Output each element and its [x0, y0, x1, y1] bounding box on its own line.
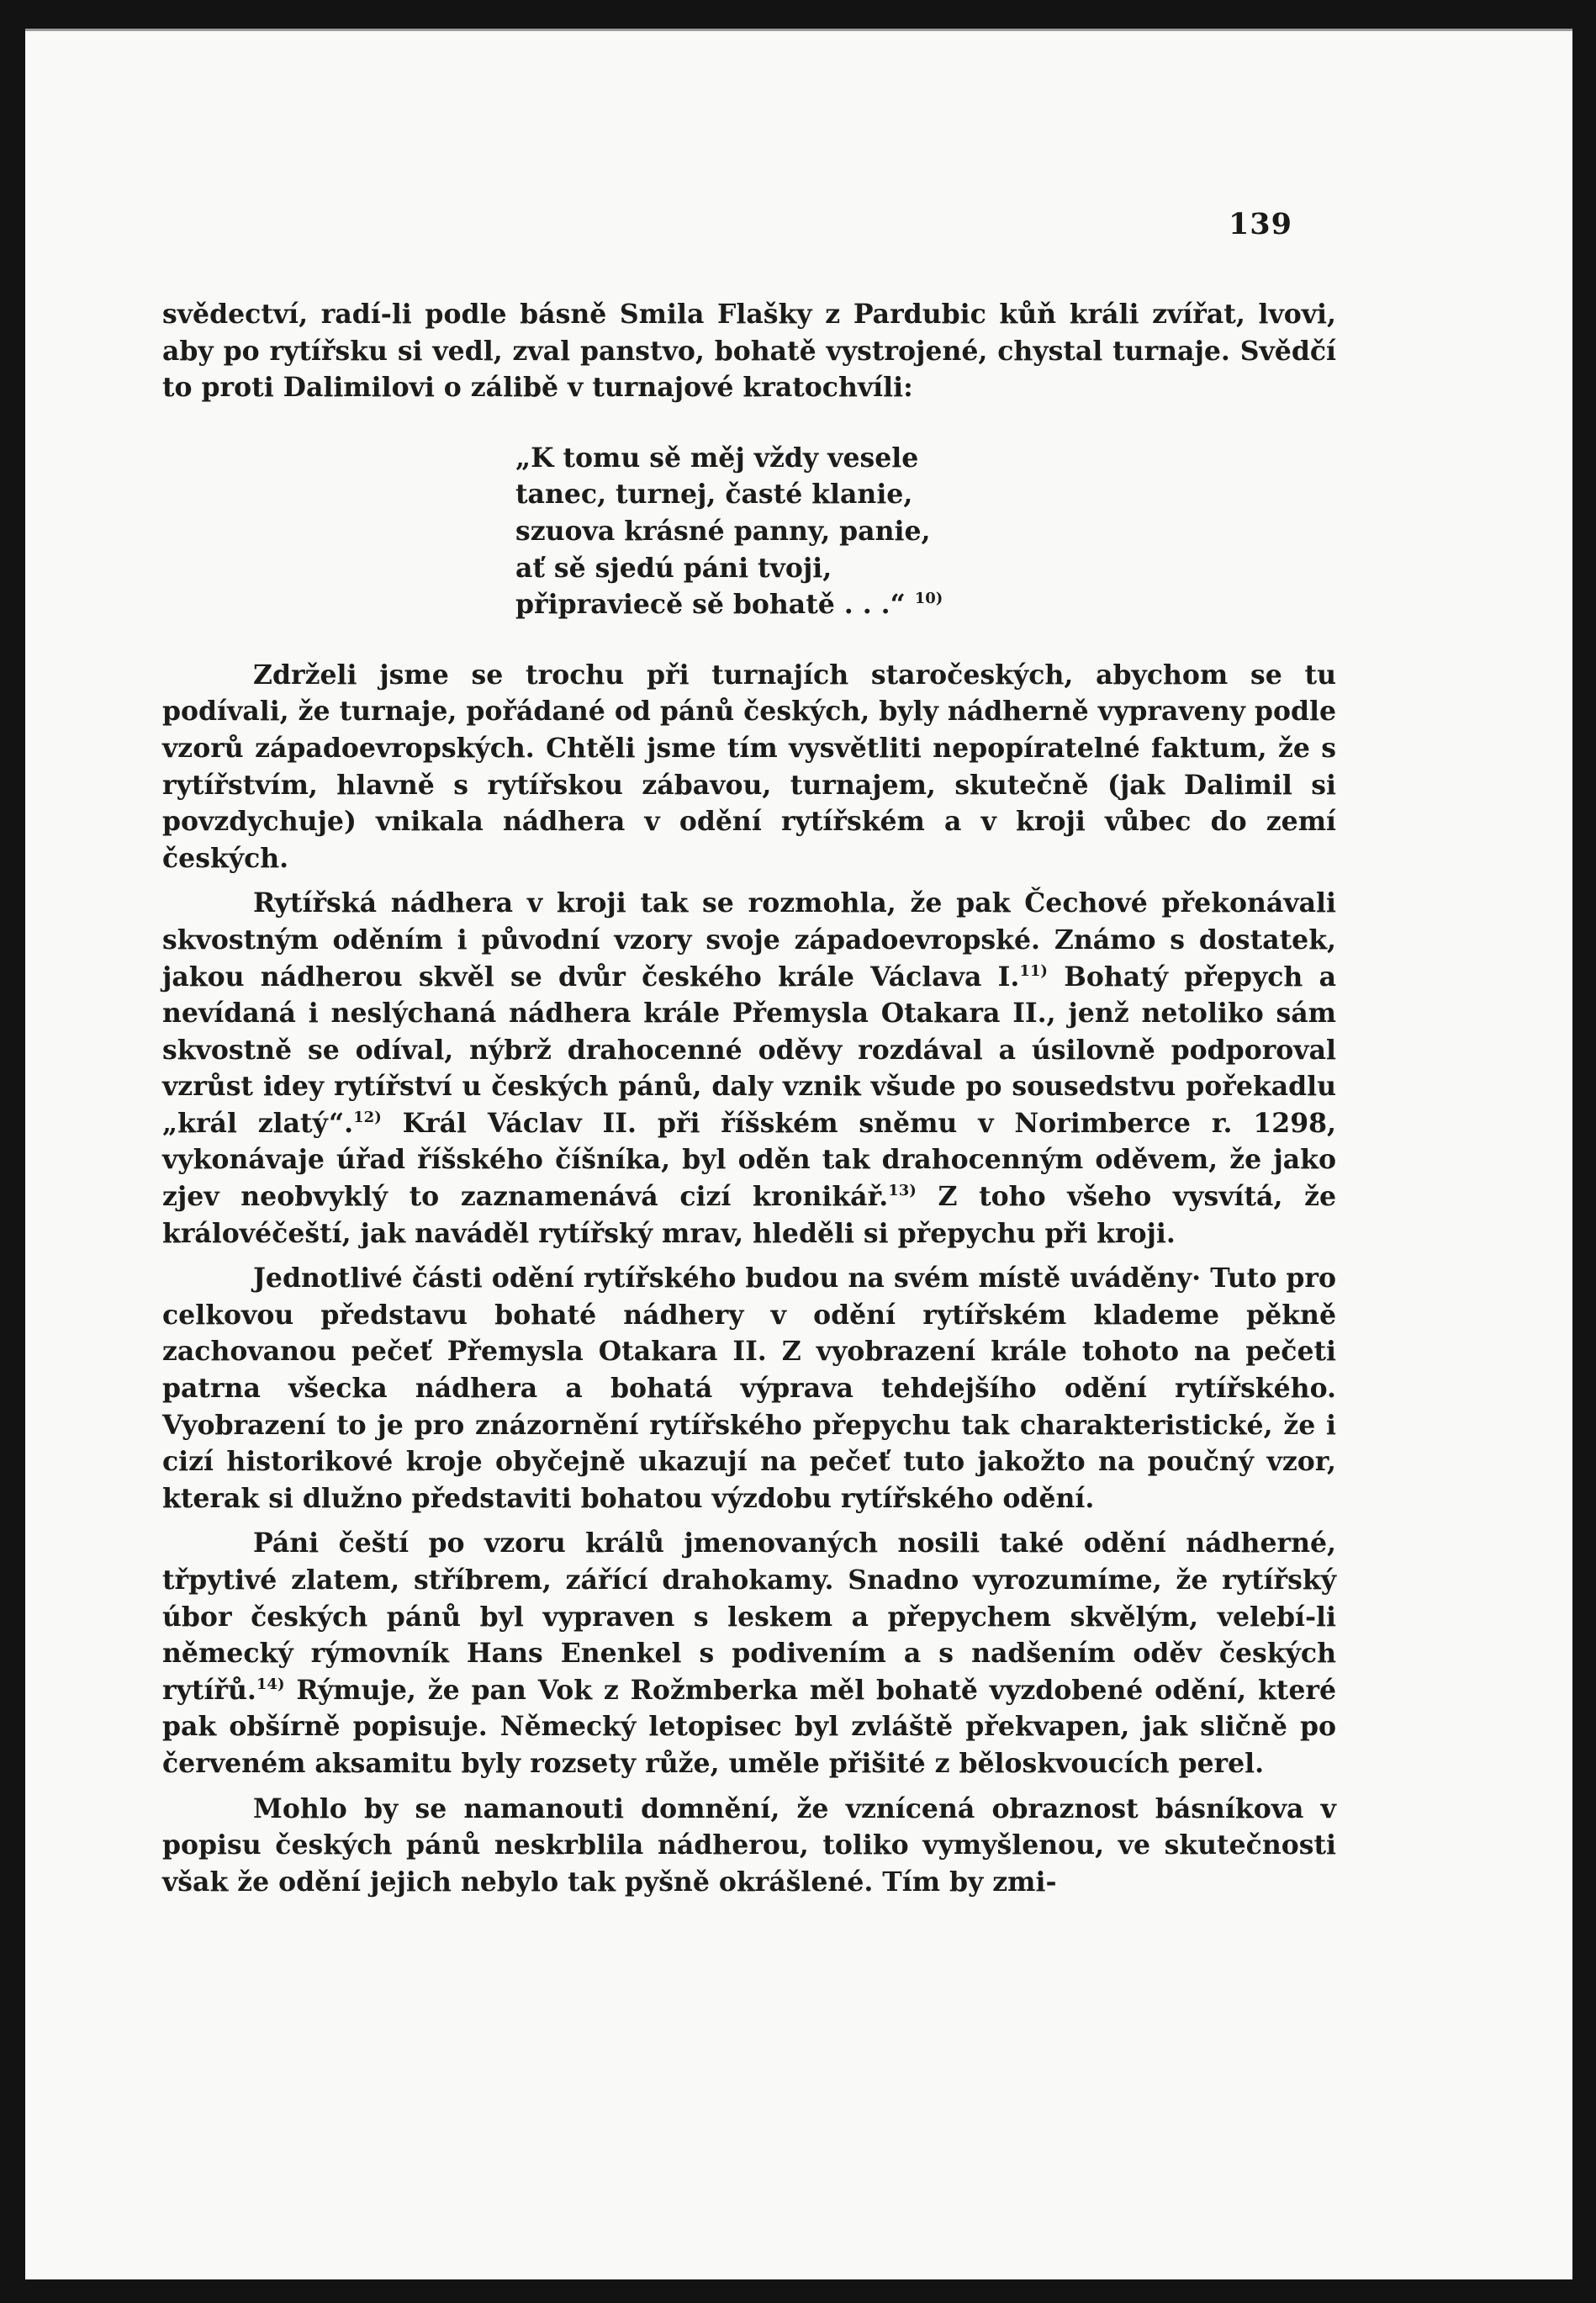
- verse-line: ať sě sjedú páni tvoji,: [515, 552, 832, 584]
- verse-line: szuova krásné panny, panie,: [515, 515, 931, 547]
- paragraph: [162, 1791, 1336, 1901]
- paragraph-text: Zdrželi jsme se trochu při turnajích staročeských, abychom se tu podívali, že turnaje, pořádané od pánů českých, byly nádherně vypraveny podle vzorů západoevropských. Chtěli jsme tím vysvětliti nepopíratelné faktum, že s rytířstvím, hlavně s rytířskou zábavou, turnajem, skutečně (jak Dalimil si povzdychuje) vnikala nádhera v odění rytířském a v kroji vůbec do zemí českých.: [162, 659, 1336, 874]
- paragraphs: [162, 657, 1336, 1901]
- paragraph: [162, 885, 1336, 1252]
- footnote-number: 10: [914, 590, 936, 608]
- paragraph: [162, 657, 1336, 877]
- page-number: 139: [1228, 207, 1292, 241]
- paragraph: [162, 1525, 1336, 1782]
- opening-paragraph: svědectví, radí-li podle básně Smila Flašky z Pardubic kůň králi zvířat, lvovi, aby po rytířsku si vedl, zval panstvo, bohatě vystrojené, chystal turnaje. Svědčí to proti Dalimilovi o zálibě v turnajové kratochvíli:: [162, 299, 1336, 404]
- footnote-number: 13: [888, 1182, 910, 1200]
- verse-line-text: připraviecě sě bohatě . . .“: [515, 589, 906, 621]
- paragraph-text: Mohlo by se namanouti domnění, že vznícená obraznost básníkova v popisu českých pánů neskrblila nádherou, toliko vymyšlenou, ve skutečnosti však že odění jejich nebylo tak pyšně okrášlené. Tím by zmi-: [162, 1792, 1336, 1898]
- paragraph-text: Páni čeští po vzoru králů jmenovaných nosili také odění nádherné, třpytivé zlatem, stříbrem, zářící drahokamy. Snadno vyrozumíme, že rytířský úbor českých pánů byl vypraven s leskem a přepychem skvělým, velebí-li německý rýmovník Hans Enenkel s podivením a s nadšením oděv českých rytířů.: [162, 1527, 1336, 1706]
- paragraph-text: Rytířská nádhera v kroji tak se rozmohla, že pak Čechové překonávali skvostným oděním i původní vzory svoje západoevropské. Známo s dostatek, jakou nádherou skvěl se dvůr českého krále Václava I.: [162, 887, 1336, 993]
- paragraph-text: Král Václav II. při říšském sněmu v Norimberce r. 1298, vykonávaje úřad říšského číšníka, byl oděn tak drahocenným oděvem, že jako zjev neobvyklý to zaznamenává cizí kronikář.: [162, 1107, 1336, 1213]
- page-top-edge: [25, 29, 1572, 31]
- book-page: [25, 29, 1572, 2279]
- footnote-number: 14: [256, 1675, 277, 1693]
- footnote-ref: 13): [888, 1182, 917, 1200]
- footnote-ref: 10): [914, 590, 943, 608]
- footnote-ref: 14): [256, 1675, 285, 1693]
- paragraph-text: Rýmuje, že pan Vok z Rožmberka měl bohatě vyzdobené odění, které pak obšírně popisuje. Německý letopisec byl zvláště překvapen, jak sličně po červeném aksamitu byly rozsety růže, uměle přišité z běloskvoucích perel.: [162, 1674, 1336, 1779]
- footnote-ref: 12): [353, 1108, 382, 1126]
- footnote-number: 12: [353, 1108, 375, 1126]
- paragraph: [162, 1260, 1336, 1517]
- paragraph-text: Bohatý přepych a nevídaná i neslýchaná nádhera krále Přemysla Otakara II., jenž netoliko sám skvostně se odíval, nýbrž drahocenné oděvy rozdával a úsilovně podporoval vzrůst idey rytířství u českých pánů, daly vznik všude po sousedstvu pořekadlu „král zlatý“.: [162, 961, 1337, 1139]
- verse-quote: [515, 440, 1336, 623]
- verse-line: [515, 586, 1336, 623]
- body-text: [162, 296, 1336, 1900]
- footnote-ref: 11): [1019, 961, 1048, 980]
- paragraph-text: Z toho všeho vysvítá, že královéčeští, jak naváděl rytířský mrav, hleděli si přepychu při kroji.: [162, 1181, 1336, 1249]
- verse-line: „K tomu sě měj vždy vesele: [515, 442, 919, 474]
- footnote-number: 11: [1019, 961, 1041, 980]
- verse-line: tanec, turnej, časté klanie,: [515, 479, 913, 511]
- paragraph-text: Jednotlivé části odění rytířského budou na svém místě uváděny· Tuto pro celkovou představu bohaté nádhery v odění rytířském klademe pěkně zachovanou pečeť Přemysla Otakara II. Z vyobrazení krále tohoto na pečeti patrna všecka nádhera a bohatá výprava tehdejšího odění rytířského. Vyobrazení to je pro znázornění rytířského přepychu tak charakteristické, že i cizí historikové kroje obyčejně ukazují na pečeť tuto jakožto na poučný vzor, kterak si dlužno představiti bohatou výzdobu rytířského odění.: [162, 1263, 1336, 1514]
